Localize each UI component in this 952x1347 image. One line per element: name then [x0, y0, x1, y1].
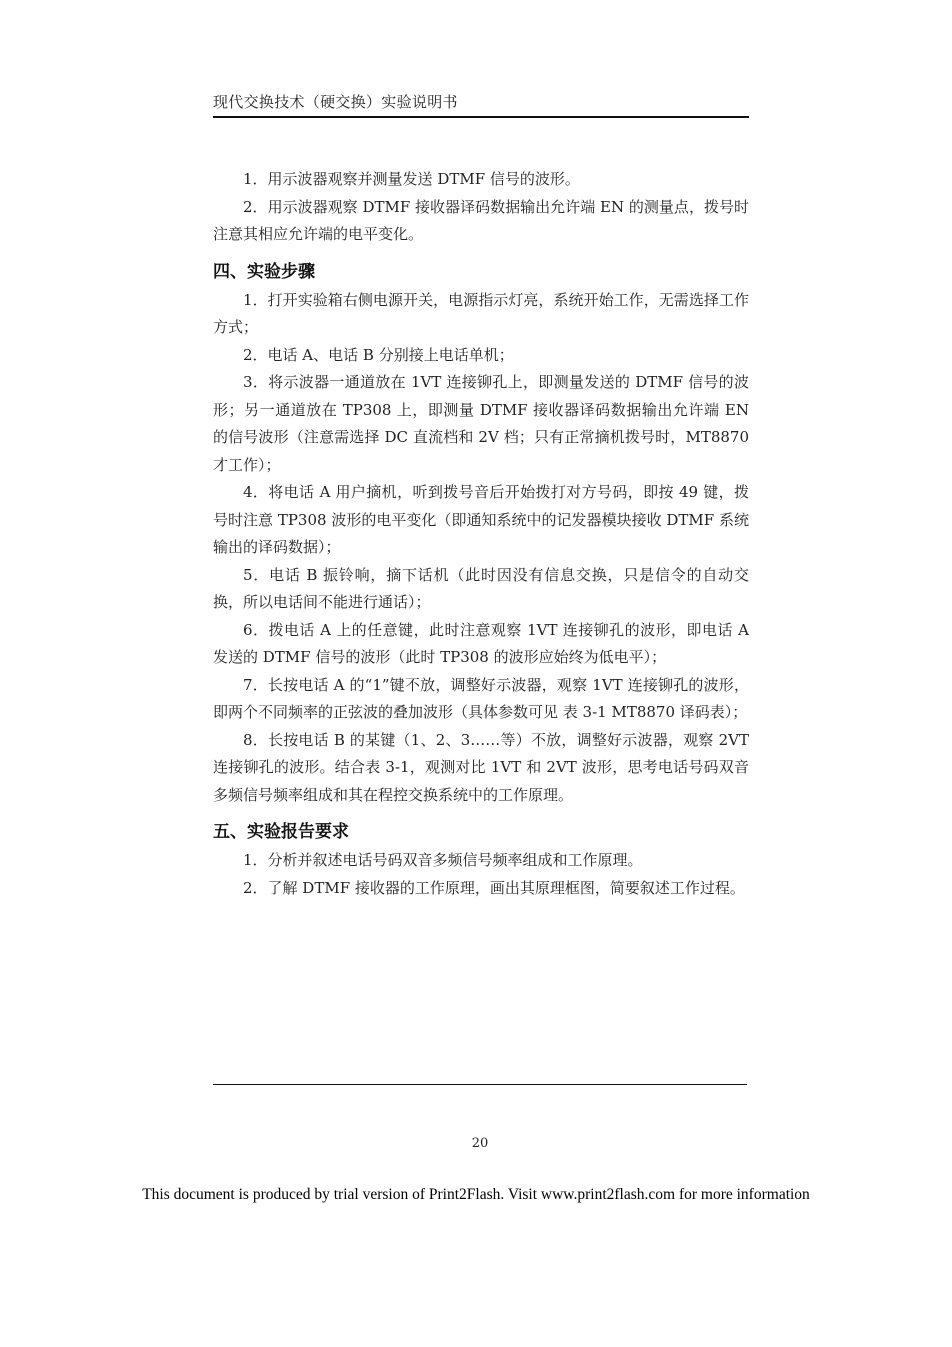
step-item: 4．将电话 A 用户摘机，听到拨号音后开始拨打对方号码，即按 49 键，拨号时注意 TP308 波形的电平变化（即通知系统中的记发器模块接收 DTMF 系统输出的译码数据）； [213, 483, 749, 556]
step-item: 1．打开实验箱右侧电源开关，电源指示灯亮，系统开始工作，无需选择工作方式； [213, 290, 749, 336]
report-item: 1．分析并叙述电话号码双音多频信号频率组成和工作原理。 [243, 851, 643, 869]
page-content [213, 166, 749, 902]
footer-divider [213, 1084, 747, 1085]
intro-item: 2．用示波器观察 DTMF 接收器译码数据输出允许端 EN 的测量点，拨号时注意其相应允许端的电平变化。 [213, 197, 749, 243]
step-item: 2．电话 A、电话 B 分别接上电话单机； [243, 345, 514, 364]
intro-item: 1．用示波器观察并测量发送 DTMF 信号的波形。 [243, 170, 580, 188]
report-item: 2．了解 DTMF 接收器的工作原理，画出其原理框图，简要叙述工作过程。 [243, 878, 745, 897]
trial-watermark: This document is produced by trial version of Print2Flash. Visit www.print2flash.com for more information [142, 1186, 810, 1203]
step-item: 6．拨电话 A 上的任意键，此时注意观察 1VT 连接铆孔的波形，即电话 A 发送的 DTMF 信号的波形（此时 TP308 的波形应始终为低电平）； [213, 620, 749, 666]
header-divider [213, 116, 749, 118]
page-number: 20 [471, 1136, 489, 1151]
step-item: 3．将示波器一通道放在 1VT 连接铆孔上，即测量发送的 DTMF 信号的波形；另一通道放在 TP308 上，即测量 DTMF 接收器译码数据输出允许端 EN 的信号波形（注意需选择 DC 直流档和 2V 档；只有正常摘机拨号时，MT8870 才工作）； [213, 373, 749, 474]
page-header-title: 现代交换技术（硬交换）实验说明书 [213, 93, 458, 111]
step-item: 5．电话 B 振铃响，摘下话机（此时因没有信息交换，只是信令的自动交换，所以电话间不能进行通话）； [213, 565, 749, 611]
section-heading-report: 五、实验报告要求 [213, 822, 349, 842]
step-item: 8．长按电话 B 的某键（1、2、3……等）不放，调整好示波器，观察 2VT 连接铆孔的波形。结合表 3-1，观测对比 1VT 和 2VT 波形，思考电话号码双音多频信号频率组成和其在程控交换系统中的工作原理。 [213, 730, 749, 804]
section-heading-steps: 四、实验步骤 [213, 261, 315, 282]
step-item: 7．长按电话 A 的“1”键不放，调整好示波器，观察 1VT 连接铆孔的波形，即两个不同频率的正弦波的叠加波形（具体参数可见 表 3-1 MT8870 译码表）； [213, 675, 749, 721]
